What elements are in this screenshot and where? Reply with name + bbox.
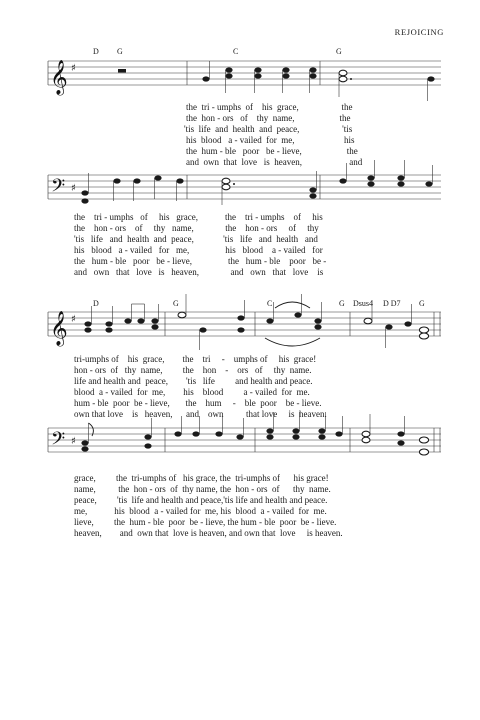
note — [309, 67, 316, 72]
note — [254, 73, 261, 78]
slur — [265, 338, 320, 346]
half-rest-icon — [118, 69, 126, 73]
lyric-line: name, the hon - ors of thy name, the hon - ors of thy name. — [74, 484, 331, 494]
chord-symbol: G — [117, 47, 123, 56]
whole-note — [419, 449, 428, 455]
note — [105, 327, 112, 332]
note — [154, 175, 161, 180]
sharp-icon: ♯ — [71, 63, 76, 74]
note — [309, 73, 316, 78]
note — [292, 434, 299, 439]
note — [192, 431, 199, 436]
note — [81, 446, 88, 451]
note — [81, 440, 88, 445]
bass-clef-icon: 𝄢 — [51, 176, 66, 201]
lyric-line: and own that love is heaven, and own that love is — [74, 267, 324, 277]
lyric-line: grace, the tri-umphs of his grace, the tri-umphs of his grace! — [74, 473, 329, 483]
note — [397, 440, 404, 445]
note — [404, 321, 411, 326]
bass-clef-icon: 𝄢 — [51, 429, 66, 454]
lyric-line: own that love is heaven, and own that love is heaven. — [74, 409, 327, 419]
note — [309, 187, 316, 192]
lyric-line: the hum - ble poor be - lieve, the hum - ble poor be - — [74, 256, 327, 266]
lyric-line: 'tis life and health and peace, 'tis — [184, 124, 353, 134]
note — [199, 327, 206, 332]
note — [397, 181, 404, 186]
note — [292, 428, 299, 433]
chord-symbol: G — [339, 299, 345, 308]
note — [225, 67, 232, 72]
note — [137, 318, 144, 323]
note — [318, 428, 325, 433]
note — [151, 318, 158, 323]
lyric-line: his blood a - vailed for me, his blood a - vailed for — [74, 245, 323, 255]
whole-note — [419, 437, 428, 443]
note — [266, 318, 273, 323]
chord-symbol: D — [93, 47, 99, 56]
half-note — [222, 178, 230, 184]
note — [282, 67, 289, 72]
half-note — [339, 76, 347, 82]
lyric-line: the hum - ble poor be - lieve, the — [186, 146, 358, 156]
chord-symbol: G — [419, 299, 425, 308]
lyric-line: heaven, and own that love is heaven, and own that love is heaven. — [74, 528, 343, 538]
note — [202, 76, 209, 81]
sharp-icon: ♯ — [71, 314, 76, 325]
note — [385, 324, 392, 329]
note — [113, 178, 120, 183]
note — [124, 318, 131, 323]
half-note — [362, 431, 370, 437]
note — [318, 434, 325, 439]
lyric-line: life and health and peace, 'tis life and health and peace. — [74, 376, 313, 386]
half-note — [339, 70, 347, 76]
note — [266, 434, 273, 439]
note — [282, 73, 289, 78]
lyric-line: his blood a - vailed for me, his — [186, 135, 355, 145]
chord-symbol: C — [267, 299, 273, 308]
note — [367, 181, 374, 186]
whole-note — [419, 333, 428, 339]
section-header: REJOICING — [394, 27, 444, 37]
chord-symbol: Dsus4 — [353, 299, 374, 308]
chord-symbol: G — [173, 299, 179, 308]
lyric-line: tri-umphs of his grace, the tri - umphs of his grace! — [74, 354, 317, 364]
note — [397, 175, 404, 180]
lyric-line: lieve, the hum - ble poor be - lieve, the hum - ble poor be - lieve. — [74, 517, 337, 527]
note — [294, 312, 301, 317]
note — [215, 431, 222, 436]
note — [236, 434, 243, 439]
note — [339, 178, 346, 183]
lyric-line: the hon - ors of thy name, the — [186, 113, 351, 123]
lyric-line: the hon - ors of thy name, the hon - ors of thy — [74, 223, 319, 233]
whole-note — [419, 327, 428, 333]
sharp-icon: ♯ — [71, 436, 76, 447]
note — [237, 327, 244, 332]
sharp-icon: ♯ — [71, 183, 76, 194]
note — [105, 321, 112, 326]
note — [133, 178, 140, 183]
lyric-line: hum - ble poor be - lieve, the hum - ble poor be - lieve. — [74, 398, 322, 408]
lyric-line: and own that love is heaven, and — [186, 157, 363, 167]
chord-symbol: G — [336, 47, 342, 56]
note — [335, 431, 342, 436]
slur — [275, 302, 310, 308]
note — [84, 327, 91, 332]
note — [144, 443, 151, 448]
note — [254, 67, 261, 72]
lyric-line: blood a - vailed for me, his blood a - vailed for me. — [74, 387, 310, 397]
note — [367, 175, 374, 180]
note — [397, 431, 404, 436]
note — [314, 324, 321, 329]
note — [309, 193, 316, 198]
note — [225, 73, 232, 78]
lyric-line: the tri - umphs of his grace, the tri - umphs of his — [74, 212, 323, 222]
half-note — [364, 318, 372, 324]
lyric-line: me, his blood a - vailed for me, his blood a - vailed for me. — [74, 506, 327, 516]
note — [174, 431, 181, 436]
treble-clef-icon: 𝄞 — [50, 60, 68, 95]
lyric-line: peace, 'tis life and health and peace,'tis life and health and peace. — [74, 495, 328, 505]
note — [176, 178, 183, 183]
note — [81, 198, 88, 203]
half-note — [222, 184, 230, 190]
note — [427, 76, 434, 81]
chord-symbol: C — [233, 47, 239, 56]
lyric-line: hon - ors of thy name, the hon - ors of thy name. — [74, 365, 312, 375]
half-note — [362, 437, 370, 443]
note — [266, 428, 273, 433]
lyric-line: 'tis life and health and peace, 'tis life and health and — [74, 234, 318, 244]
treble-clef-icon: 𝄞 — [50, 311, 68, 346]
note — [237, 315, 244, 320]
note — [314, 318, 321, 323]
note — [84, 321, 91, 326]
note — [144, 434, 151, 439]
half-note — [178, 312, 186, 318]
note — [81, 190, 88, 195]
chord-symbol: D D7 — [383, 299, 401, 308]
note — [151, 324, 158, 329]
chord-symbol: D — [93, 299, 99, 308]
lyric-line: the tri - umphs of his grace, the — [186, 102, 353, 112]
note — [425, 181, 432, 186]
